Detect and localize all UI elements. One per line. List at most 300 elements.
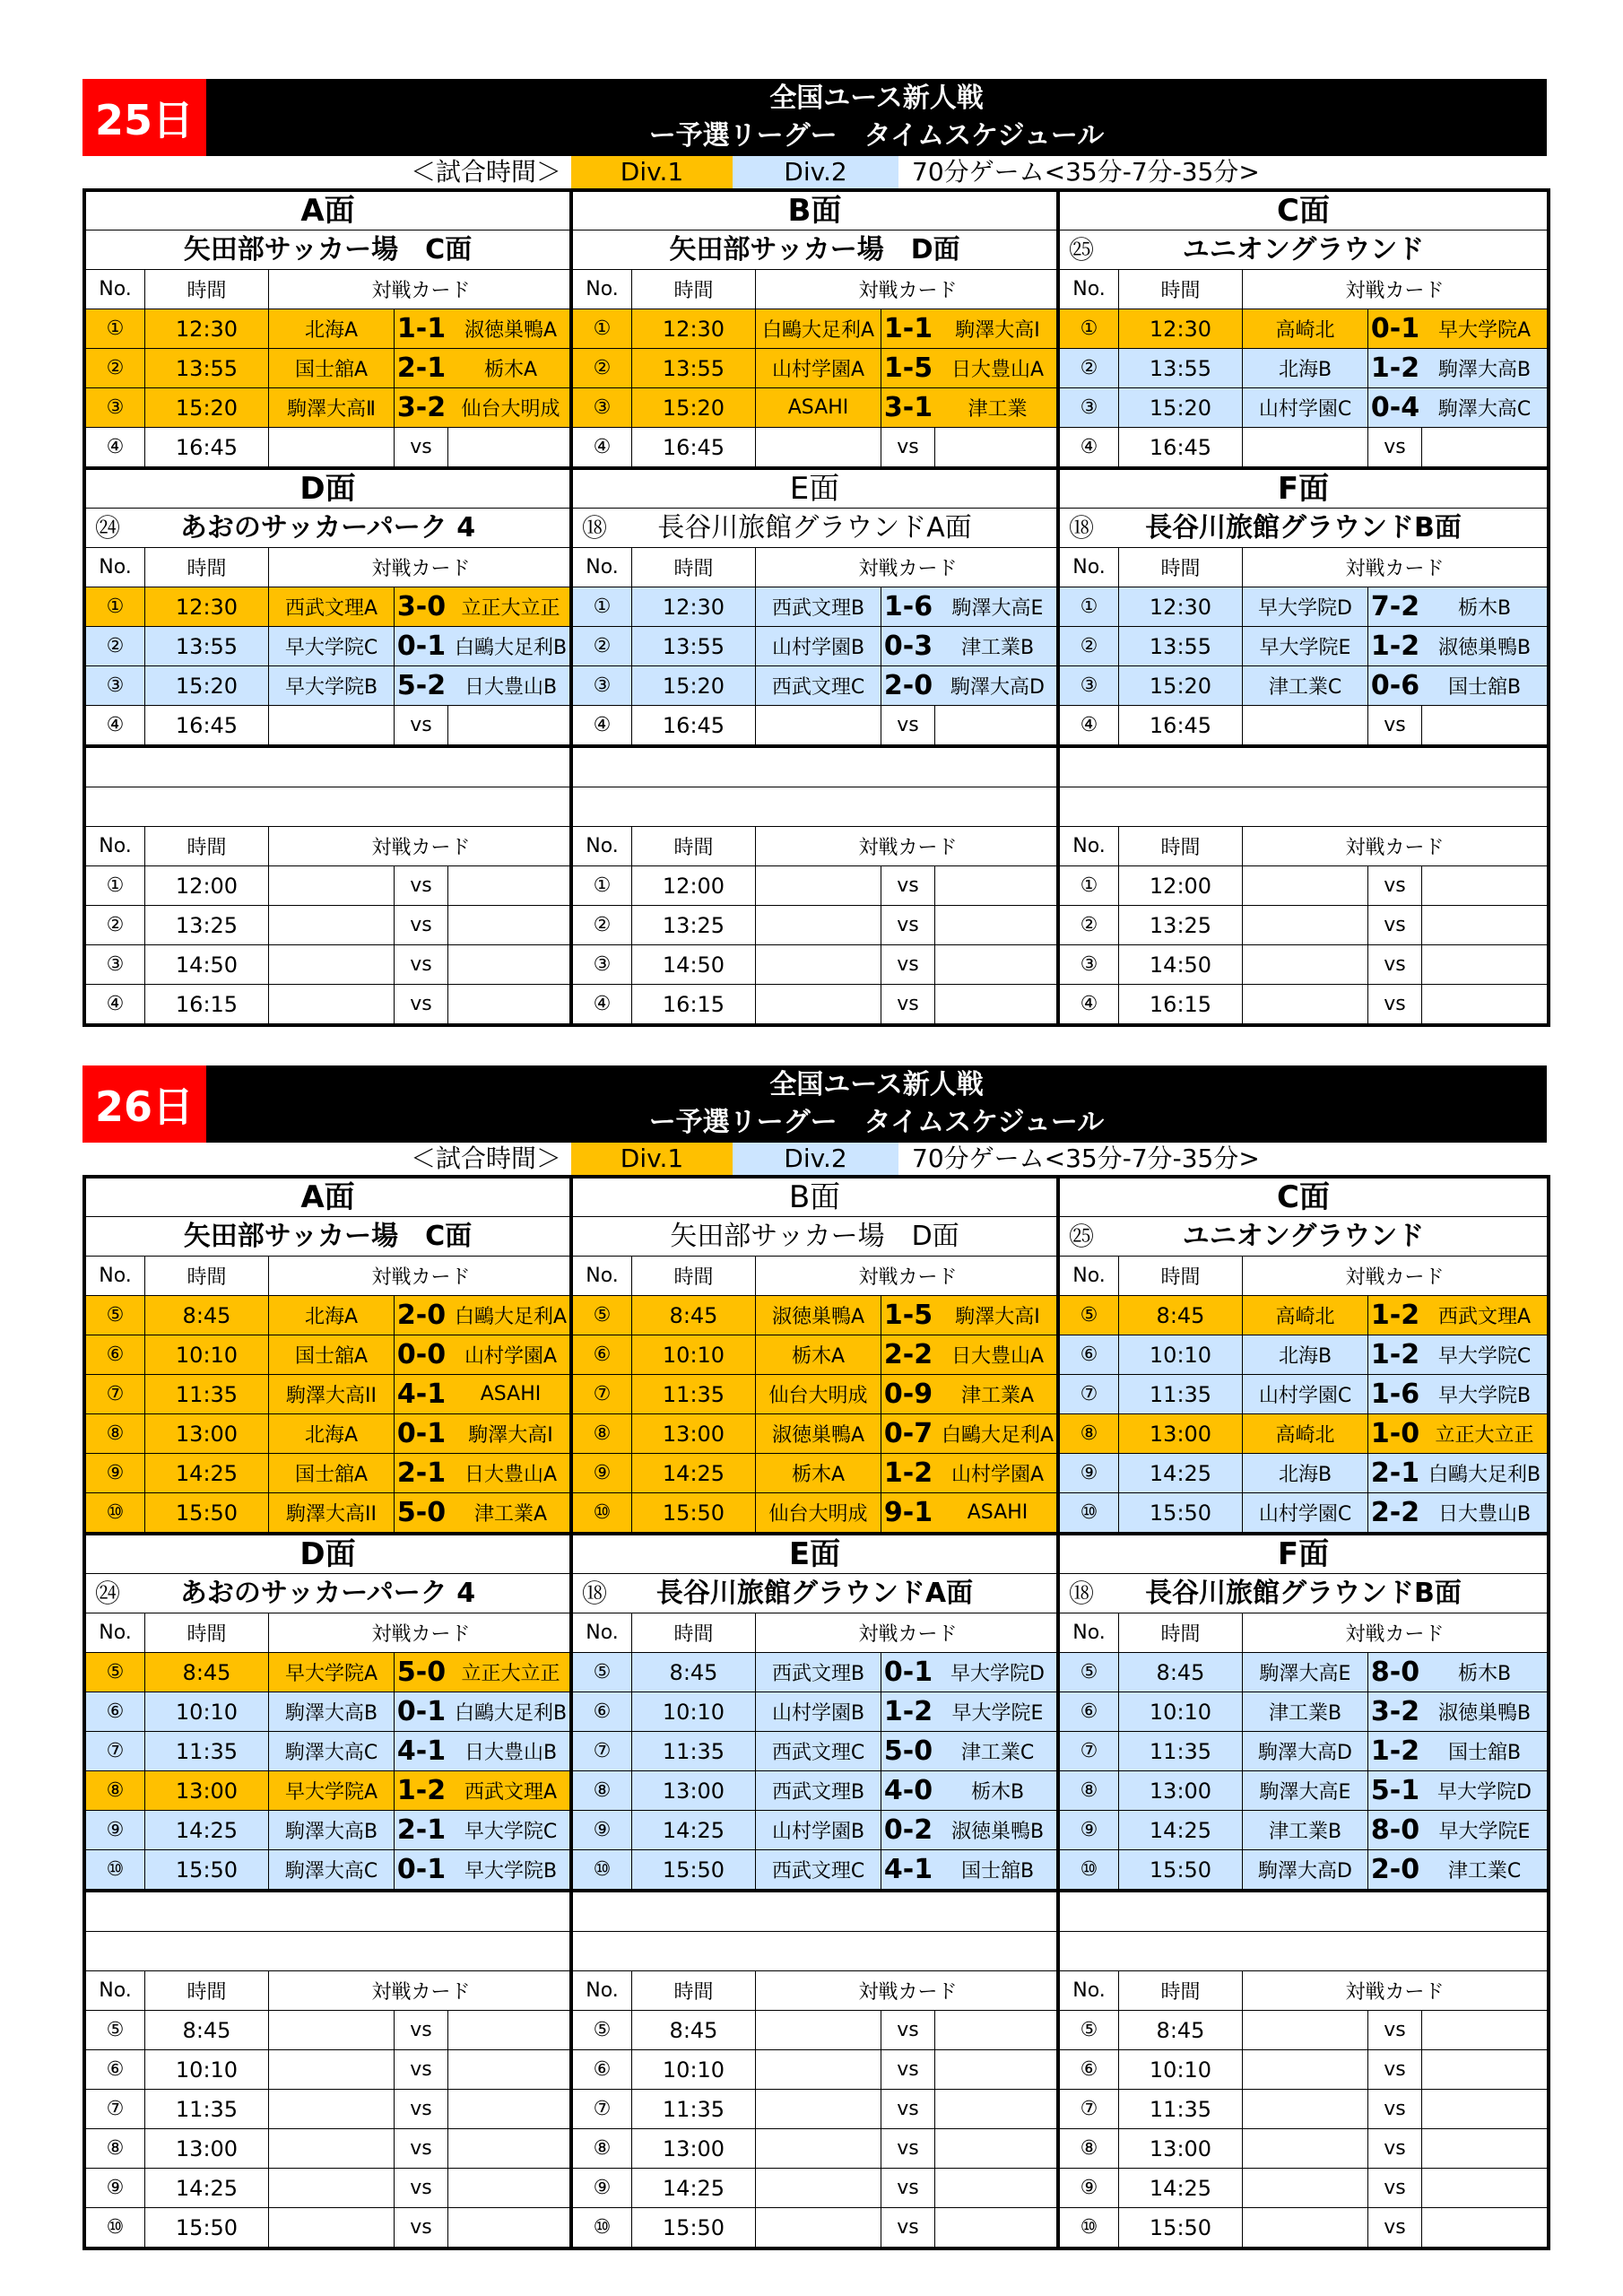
venue-title: A面 [86, 1178, 569, 1217]
match-score: 1-2 [1370, 1300, 1420, 1331]
match-no: ⑨ [1060, 1454, 1119, 1492]
col-time-header: 時間 [632, 827, 756, 865]
match-no: ⑤ [573, 1296, 632, 1335]
col-card-header: 対戦カード [371, 280, 471, 302]
vs-label: vs [395, 2208, 448, 2247]
match-time: 8:45 [632, 1296, 756, 1335]
match-score: 4-1 [883, 1854, 933, 1885]
col-time-header: 時間 [145, 827, 269, 865]
col-time-header: 時間 [632, 548, 756, 587]
match-score: 0-9 [883, 1378, 933, 1410]
match-no: ⑥ [573, 2050, 632, 2089]
reserve-row [1060, 2169, 1547, 2208]
match-no: ③ [573, 945, 632, 984]
reserve-row [573, 866, 1056, 906]
column-header-row [573, 827, 1056, 866]
match-score: 1-2 [1370, 1339, 1420, 1370]
venue-name-text: あおのサッカーパーク 4 [179, 512, 476, 544]
match-no: ⑧ [1060, 1414, 1119, 1453]
match-row [573, 1414, 1056, 1454]
match-score: 0-1 [396, 631, 447, 662]
blank-row [86, 748, 569, 787]
home-team: 北海A [269, 1414, 395, 1453]
match-time: 14:25 [145, 2169, 269, 2207]
match-score: 8-0 [1370, 1657, 1420, 1688]
away-team: 西武文理A [1437, 1306, 1532, 1328]
away-team: 駒澤大高C [1437, 398, 1532, 421]
match-time-label: ＜試合時間＞ [410, 1144, 561, 1173]
vs-label: vs [395, 2011, 448, 2049]
col-card-header: 対戦カード [858, 837, 958, 859]
match-row [1060, 388, 1547, 428]
title-line2: ー予選リーグー タイムスケジュール [648, 1107, 1105, 1138]
div2-badge: Div.2 [733, 156, 898, 188]
match-score: 2-1 [396, 352, 447, 384]
home-team [756, 2129, 881, 2168]
away-team: 早大学院E [1438, 1821, 1531, 1843]
away-team [448, 2090, 573, 2128]
home-team [756, 2169, 881, 2207]
col-no-header: No. [573, 827, 632, 865]
match-time: 14:50 [145, 945, 269, 984]
match-no: ② [573, 349, 632, 387]
home-team [269, 706, 395, 744]
venue-title: F面 [1060, 1535, 1547, 1574]
match-no: ⑥ [573, 1335, 632, 1374]
match-no: ① [1060, 309, 1119, 348]
match-row [1060, 1850, 1547, 1889]
match-no: ⑤ [573, 1653, 632, 1692]
home-team: 津工業B [1243, 1692, 1368, 1731]
venue-name [86, 230, 569, 270]
match-time: 8:45 [145, 2011, 269, 2049]
column-header-row [1060, 270, 1547, 309]
home-team: 西武文理C [756, 1732, 881, 1770]
col-card-header: 対戦カード [858, 280, 958, 302]
match-time: 12:30 [145, 587, 269, 626]
blank-row [1060, 1892, 1547, 1932]
col-time-header: 時間 [145, 1257, 269, 1295]
away-team: 津工業C [960, 1742, 1035, 1764]
match-row [86, 1493, 569, 1532]
away-team: 国士舘B [960, 1860, 1035, 1883]
match-time: 10:10 [632, 1692, 756, 1731]
match-score: 5-0 [883, 1735, 933, 1767]
home-team: 西武文理B [756, 1653, 881, 1692]
match-no: ⑩ [86, 1850, 145, 1889]
match-time: 13:25 [145, 906, 269, 944]
match-time: 13:25 [632, 906, 756, 944]
match-time: 15:20 [145, 666, 269, 705]
away-team: 駒澤大高E [951, 597, 1044, 620]
match-no: ③ [573, 666, 632, 705]
match-row [1060, 1454, 1547, 1493]
match-time: 16:45 [1119, 706, 1243, 744]
col-time-header: 時間 [1119, 548, 1243, 587]
match-row [1060, 1653, 1547, 1692]
venue-block [1060, 1535, 1547, 1892]
match-no: ④ [573, 985, 632, 1023]
home-team [269, 428, 395, 466]
game-format: 70分ゲーム<35分-7分-35分> [912, 1144, 1260, 1173]
home-team [1243, 945, 1368, 984]
venue-block [86, 1178, 573, 1535]
away-team: 駒澤大高Ⅰ [468, 1424, 553, 1447]
match-time: 14:25 [145, 1811, 269, 1849]
match-row [1060, 1811, 1547, 1850]
match-no: ① [86, 587, 145, 626]
match-no: ⑩ [1060, 1850, 1119, 1889]
match-score: 0-4 [1370, 392, 1420, 423]
away-team: 早大学院E [951, 1702, 1044, 1725]
match-score: 0-1 [396, 1418, 447, 1449]
match-score: 1-2 [883, 1457, 933, 1489]
match-no: ⑧ [86, 1414, 145, 1453]
match-no: ⑥ [86, 2050, 145, 2089]
match-no: ④ [1060, 706, 1119, 744]
venue-grid [82, 1175, 1550, 2250]
away-team: 早大学院C [464, 1821, 558, 1843]
away-team: 国士舘B [1447, 1742, 1522, 1764]
reserve-row [573, 2011, 1056, 2050]
away-team: 栃木A [483, 359, 538, 381]
match-row [86, 1732, 569, 1771]
match-row [573, 1771, 1056, 1811]
match-time: 13:00 [145, 1414, 269, 1453]
away-team: 早大学院D [1437, 1781, 1532, 1804]
venue-block [86, 470, 573, 748]
day-header [82, 79, 1547, 156]
match-time: 10:10 [632, 2050, 756, 2089]
home-team: 西武文理C [756, 666, 881, 705]
match-time: 11:35 [1119, 1375, 1243, 1413]
vs-label: vs [1368, 2090, 1422, 2128]
match-time: 8:45 [1119, 2011, 1243, 2049]
away-team [935, 866, 1060, 905]
match-no: ① [1060, 587, 1119, 626]
away-team: 津工業A [473, 1503, 548, 1526]
away-team: 日大豊山A [464, 1464, 558, 1486]
reserve-row [86, 866, 569, 906]
match-no: ① [573, 587, 632, 626]
home-team: 津工業C [1243, 666, 1368, 705]
match-no: ⑩ [1060, 2208, 1119, 2247]
vs-label: vs [1368, 2011, 1422, 2049]
match-no: ⑨ [86, 1454, 145, 1492]
match-no: ④ [573, 428, 632, 466]
match-no: ⑨ [573, 2169, 632, 2207]
match-score: 1-1 [883, 313, 933, 344]
match-no: ⑩ [573, 1850, 632, 1889]
col-no-header: No. [1060, 1971, 1119, 2010]
home-team: 駒澤大高B [269, 1692, 395, 1731]
home-team [269, 2011, 395, 2049]
venue-title: C面 [1060, 192, 1547, 230]
match-time: 15:50 [145, 1493, 269, 1532]
vs-label: vs [881, 906, 935, 944]
match-time: 10:10 [145, 1335, 269, 1374]
vs-label: vs [881, 2090, 935, 2128]
match-no: ⑦ [86, 2090, 145, 2128]
match-score: 1-5 [883, 1300, 933, 1331]
home-team [756, 428, 881, 466]
home-team [269, 2169, 395, 2207]
away-team: 早大学院B [1437, 1385, 1532, 1407]
match-no: ⑤ [1060, 2011, 1119, 2049]
away-team: 白鷗大足利A [454, 1306, 568, 1328]
away-team: 白鷗大足利A [941, 1424, 1055, 1447]
match-time: 12:00 [145, 866, 269, 905]
blank-row [86, 787, 569, 827]
home-team: 仙台大明成 [756, 1493, 881, 1532]
match-no: ⑦ [86, 1375, 145, 1413]
venue-name-text: 長谷川旅館グラウンドA面 [655, 1578, 974, 1609]
away-team [448, 906, 573, 944]
reserve-row [1060, 2208, 1547, 2247]
match-no: ⑦ [86, 1732, 145, 1770]
venue-block [1060, 470, 1547, 748]
home-team [756, 706, 881, 744]
match-time: 15:20 [1119, 666, 1243, 705]
home-team: 駒澤大高D [1243, 1850, 1368, 1889]
match-time: 13:55 [632, 349, 756, 387]
match-score: 3-2 [1370, 1696, 1420, 1727]
match-time: 15:50 [632, 2208, 756, 2247]
venue-name-text: 長谷川旅館グラウンドB面 [1145, 1578, 1462, 1609]
home-team [269, 985, 395, 1023]
venue-name [1060, 1574, 1547, 1613]
col-time-header: 時間 [632, 1971, 756, 2010]
home-team: 国士舘A [269, 349, 395, 387]
home-team [269, 2090, 395, 2128]
match-time: 15:50 [145, 2208, 269, 2247]
match-no: ⑦ [573, 1732, 632, 1770]
away-team: 栃木B [970, 1781, 1025, 1804]
match-time: 15:50 [632, 1850, 756, 1889]
match-row [86, 1811, 569, 1850]
col-no-header: No. [86, 1613, 145, 1652]
match-score: vs [881, 428, 935, 466]
home-team: 早大学院E [1243, 627, 1368, 665]
col-time-header: 時間 [1119, 1257, 1243, 1295]
match-time: 13:00 [632, 1414, 756, 1453]
match-time: 8:45 [1119, 1653, 1243, 1692]
col-no-header: No. [1060, 270, 1119, 309]
match-no: ⑨ [86, 2169, 145, 2207]
match-no: ③ [573, 388, 632, 427]
match-no: ① [86, 866, 145, 905]
match-time: 15:50 [632, 1493, 756, 1532]
match-row [1060, 1493, 1547, 1532]
column-header-row [1060, 827, 1547, 866]
match-score: 4-1 [396, 1735, 447, 1767]
match-score: 7-2 [1370, 591, 1420, 622]
away-team [448, 428, 573, 466]
away-team [1422, 2208, 1547, 2247]
col-no-header: No. [86, 270, 145, 309]
title-line1: 全国ユース新人戦 [769, 83, 984, 114]
venue-grid [82, 188, 1550, 1027]
away-team: 淑徳巣鴨B [1437, 1702, 1532, 1725]
match-time: 12:30 [1119, 587, 1243, 626]
match-no: ② [86, 906, 145, 944]
match-time: 14:50 [1119, 945, 1243, 984]
venue-name-text: 矢田部サッカー場 C面 [183, 1221, 473, 1252]
match-score: 0-2 [883, 1814, 933, 1846]
match-time-label: ＜試合時間＞ [410, 157, 561, 187]
reserve-row [86, 2208, 569, 2247]
home-team [756, 2011, 881, 2049]
blank-row [573, 1932, 1056, 1971]
blank-row [573, 787, 1056, 827]
match-time: 12:00 [632, 866, 756, 905]
away-team [448, 866, 573, 905]
reserve-row [1060, 2129, 1547, 2169]
div1-badge: Div.1 [571, 1143, 733, 1175]
home-team [756, 906, 881, 944]
column-header-row [86, 1613, 569, 1653]
reserve-block [1060, 1892, 1547, 2247]
blank-row [573, 748, 1056, 787]
match-score: 1-5 [883, 352, 933, 384]
match-time: 16:15 [632, 985, 756, 1023]
away-team: 淑徳巣鴨B [1437, 637, 1532, 659]
away-team: 津工業A [960, 1385, 1035, 1407]
match-time: 14:25 [145, 1454, 269, 1492]
away-team [935, 2090, 1060, 2128]
match-time: 13:00 [1119, 1771, 1243, 1810]
home-team [1243, 2129, 1368, 2168]
match-row [86, 587, 569, 627]
reserve-row [86, 2050, 569, 2090]
match-no: ⑩ [1060, 1493, 1119, 1532]
match-no: ③ [86, 388, 145, 427]
col-card-header: 対戦カード [1345, 558, 1445, 580]
venue-name-text: 矢田部サッカー場 D面 [670, 1221, 959, 1252]
column-header-row [86, 1971, 569, 2011]
column-header-row [573, 1971, 1056, 2011]
col-no-header: No. [1060, 1257, 1119, 1295]
match-time: 11:35 [145, 2090, 269, 2128]
match-no: ① [86, 309, 145, 348]
match-time: 13:25 [1119, 906, 1243, 944]
match-no: ⑧ [573, 1771, 632, 1810]
match-row [1060, 1771, 1547, 1811]
venue-name [573, 230, 1056, 270]
match-score: 5-1 [1370, 1775, 1420, 1806]
home-team: 高崎北 [1243, 1296, 1368, 1335]
venue-name [86, 509, 569, 548]
col-time-header: 時間 [1119, 1971, 1243, 2010]
match-time: 10:10 [145, 2050, 269, 2089]
match-no: ⑩ [86, 1493, 145, 1532]
away-team: 駒澤大高Ⅰ [955, 319, 1040, 342]
home-team: 淑徳巣鴨A [756, 1296, 881, 1335]
away-team: 淑徳巣鴨B [950, 1821, 1045, 1843]
match-row [1060, 1692, 1547, 1732]
column-header-row [1060, 1971, 1547, 2011]
reserve-row [86, 945, 569, 985]
match-row [1060, 1296, 1547, 1335]
home-team: 西武文理C [756, 1850, 881, 1889]
venue-number: ⑱ [1069, 513, 1095, 543]
match-row [573, 627, 1056, 666]
venue-block [573, 1178, 1060, 1535]
home-team: 北海A [269, 1296, 395, 1335]
reserve-block [86, 1892, 573, 2247]
match-time: 12:30 [632, 309, 756, 348]
match-row [1060, 1414, 1547, 1454]
home-team [1243, 866, 1368, 905]
match-score: 2-0 [396, 1300, 447, 1331]
away-team [935, 2011, 1060, 2049]
reserve-row [1060, 945, 1547, 985]
home-team: 淑徳巣鴨A [756, 1414, 881, 1453]
match-no: ② [573, 627, 632, 665]
vs-label: vs [395, 866, 448, 905]
vs-label: vs [881, 2050, 935, 2089]
reserve-row [1060, 2011, 1547, 2050]
reserve-row [573, 2169, 1056, 2208]
home-team: 西武文理A [269, 587, 395, 626]
home-team [1243, 2208, 1368, 2247]
match-no: ⑤ [573, 2011, 632, 2049]
away-team [935, 2050, 1060, 2089]
match-score: 3-2 [396, 392, 447, 423]
match-no: ③ [1060, 666, 1119, 705]
vs-label: vs [395, 906, 448, 944]
away-team: 早大学院B [464, 1860, 558, 1883]
match-score: 1-6 [883, 591, 933, 622]
home-team [1243, 428, 1368, 466]
venue-block [573, 470, 1060, 748]
venue-title: F面 [1060, 470, 1547, 509]
match-time: 13:00 [1119, 1414, 1243, 1453]
col-card-header: 対戦カード [858, 1623, 958, 1646]
match-time: 14:25 [1119, 1454, 1243, 1492]
match-no: ⑥ [1060, 2050, 1119, 2089]
match-row [1060, 428, 1547, 466]
match-time: 13:55 [1119, 349, 1243, 387]
home-team: 山村学園B [756, 1692, 881, 1731]
reserve-row [573, 945, 1056, 985]
away-team [935, 2208, 1060, 2247]
home-team: 仙台大明成 [756, 1375, 881, 1413]
vs-label: vs [1368, 2129, 1422, 2168]
col-card-header: 対戦カード [1345, 280, 1445, 302]
venue-number: ㉕ [1069, 235, 1095, 265]
day-badge: 25日 [82, 79, 206, 156]
home-team: 西武文理B [756, 1771, 881, 1810]
match-no: ③ [86, 945, 145, 984]
match-time: 10:10 [632, 1335, 756, 1374]
home-team: 高崎北 [1243, 1414, 1368, 1453]
match-row [1060, 587, 1547, 627]
match-row [573, 1454, 1056, 1493]
col-no-header: No. [573, 1613, 632, 1652]
match-row [1060, 706, 1547, 744]
col-card-header: 対戦カード [1345, 1981, 1445, 2004]
match-no: ② [573, 906, 632, 944]
match-no: ③ [1060, 388, 1119, 427]
match-row [86, 1454, 569, 1493]
away-team: 山村学園A [464, 1345, 558, 1368]
home-team [756, 2050, 881, 2089]
match-time: 13:55 [145, 349, 269, 387]
vs-label: vs [395, 985, 448, 1023]
match-time: 16:45 [145, 706, 269, 744]
match-score: 0-6 [1370, 670, 1420, 701]
